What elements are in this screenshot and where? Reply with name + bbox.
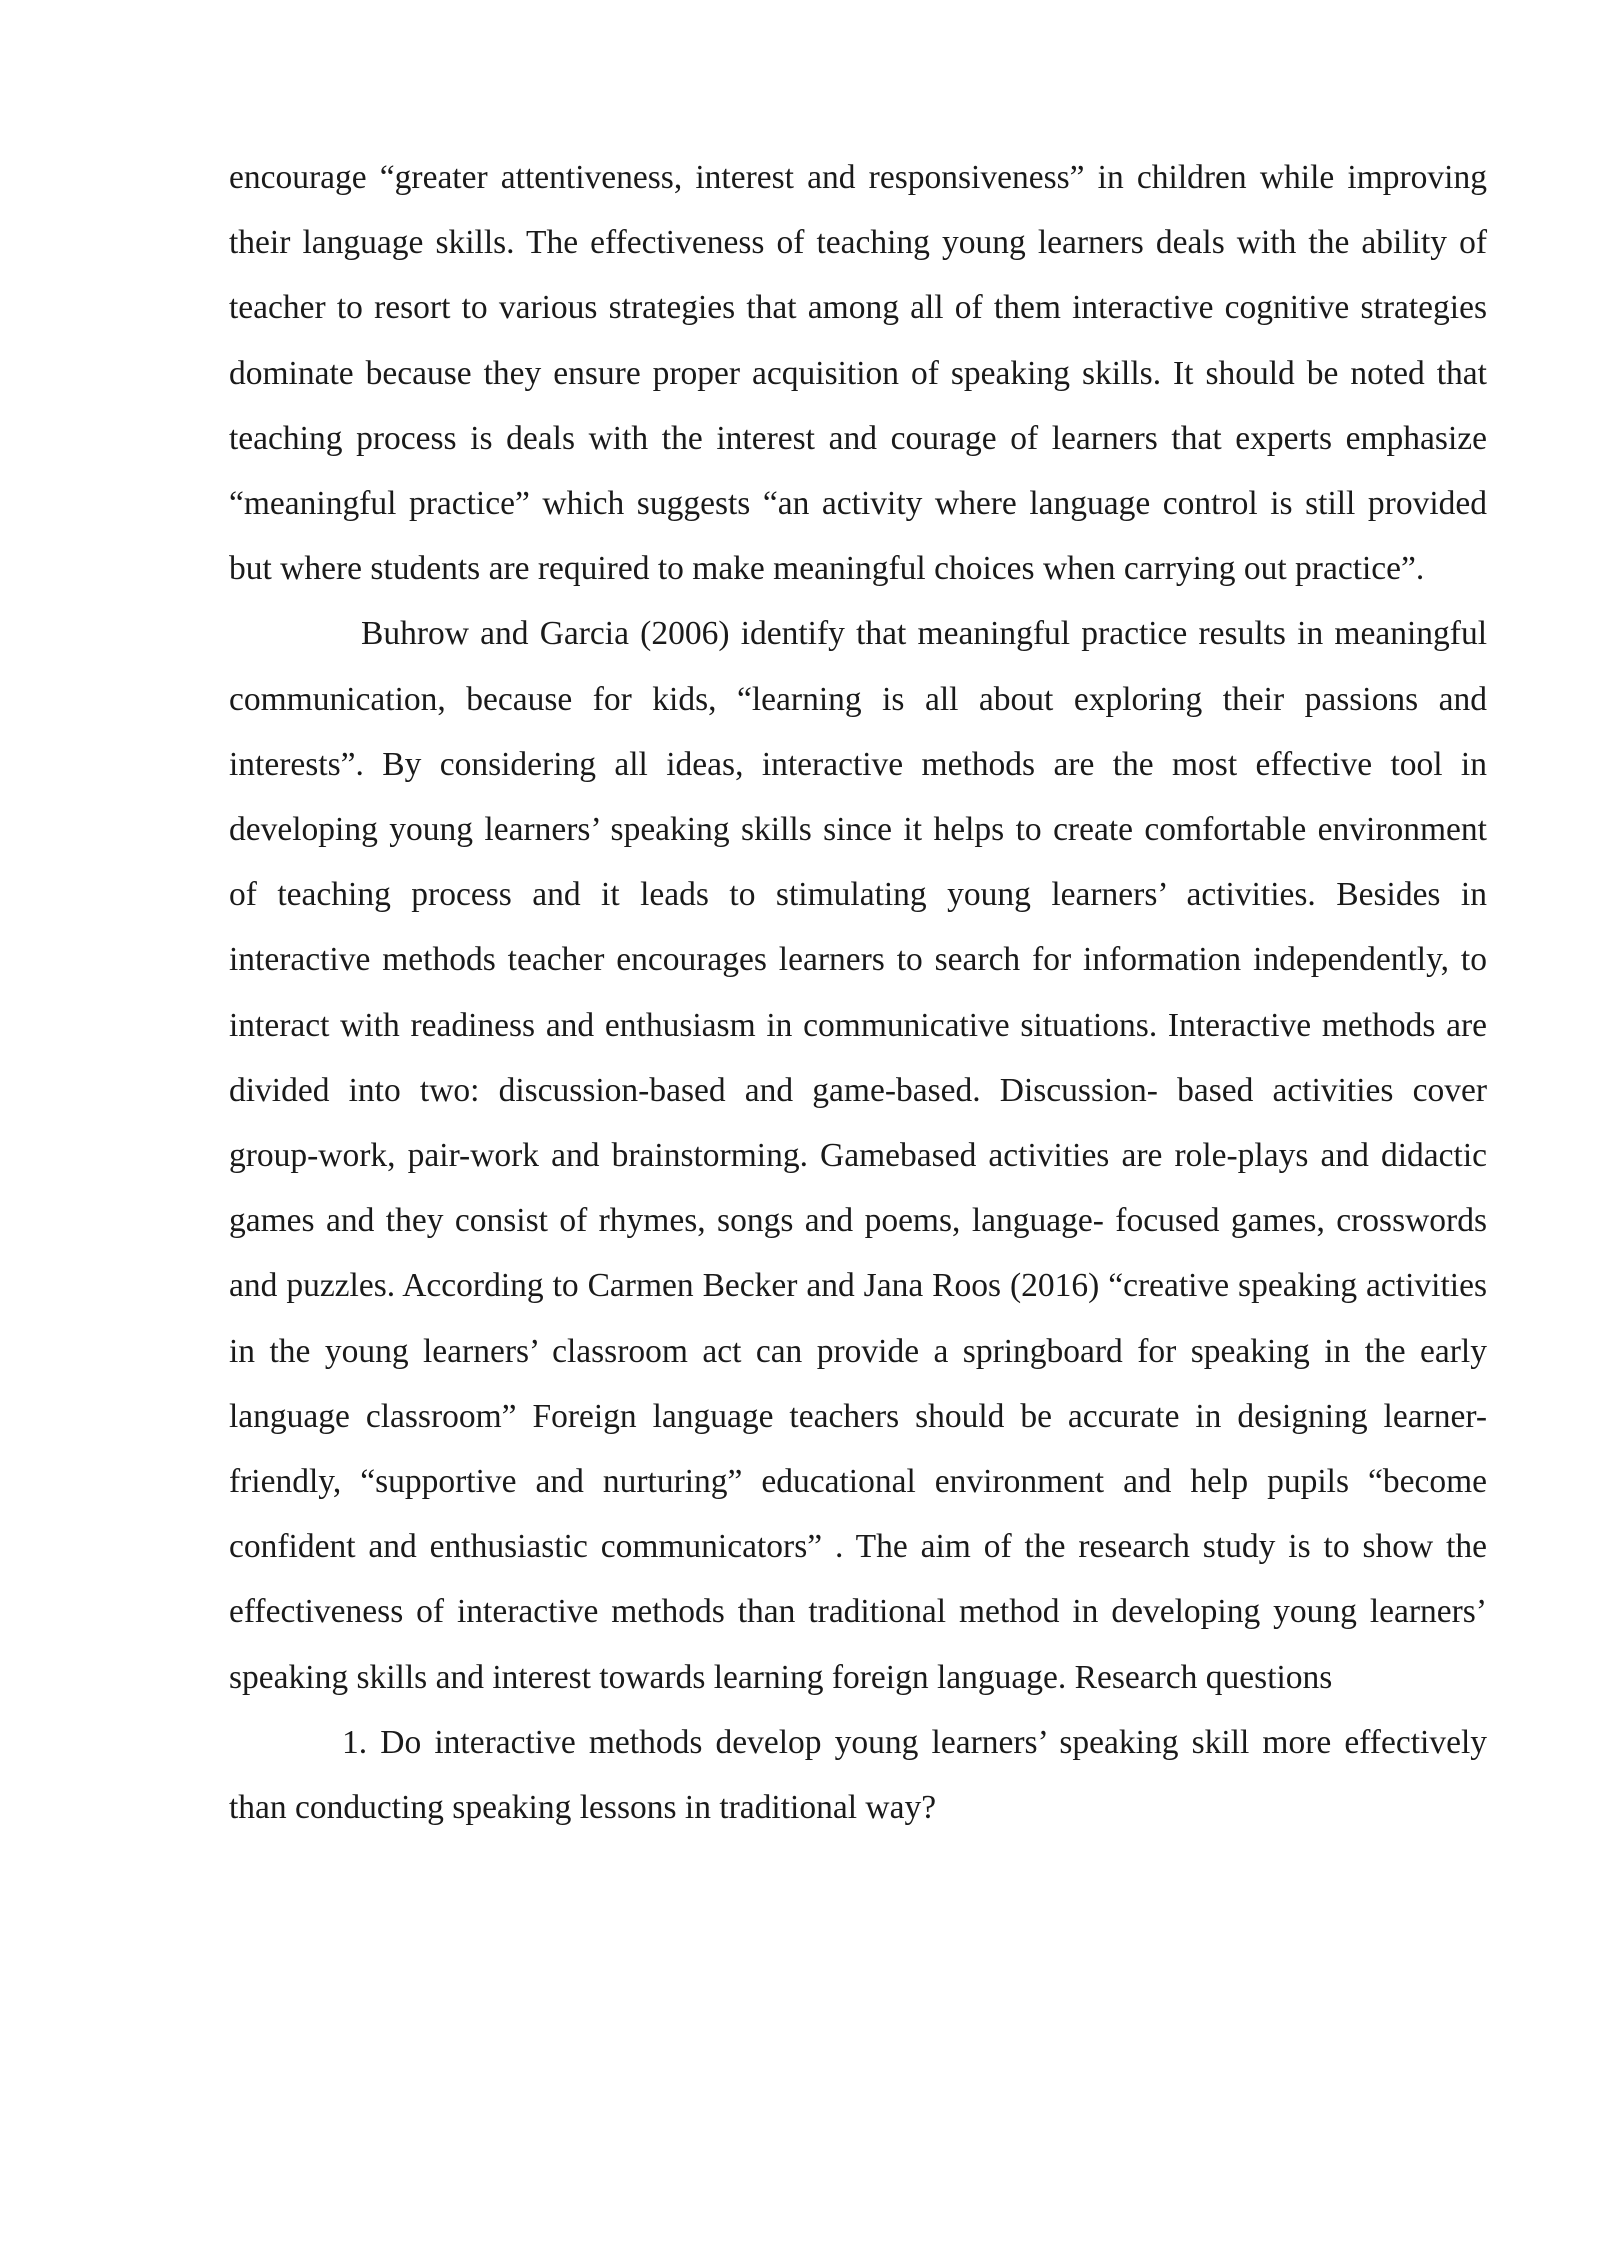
- body-text: [229, 145, 1487, 1840]
- paragraph-buhrow-garcia: Buhrow and Garcia (2006) identify that meaningful practice results in meaningful communication, because for kids, “learning is all about exploring their passions and interests”. By considering all ideas, interactive methods are the most effective tool in developing young learners’ speaking skills since it helps to create comfortable environment of teaching process and it leads to stimulating young learners’ activities. Besides in interactive methods teacher encourages learners to search for information independently, to interact with readiness and enthusiasm in communicative situations. Interactive methods are divided into two: discussion-based and game-based. Discussion- based activities cover group-work, pair-work and brainstorming. Gamebased activities are role-plays and didactic games and they consist of rhymes, songs and poems, language- focused games, crosswords and puzzles. According to Carmen Becker and Jana Roos (2016) “creative speaking activities in the young learners’ classroom act can provide a springboard for speaking in the early language classroom” Foreign language teachers should be accurate in designing learner-friendly, “supportive and nurturing” educational environment and help pupils “become confident and enthusiastic communicators” . The aim of the research study is to show the effectiveness of interactive methods than traditional method in developing young learners’ speaking skills and interest towards learning foreign language. Research questions: [229, 615, 1487, 1696]
- research-question-1: 1. Do interactive methods develop young learners’ speaking skill more effectively than conducting speaking lessons in traditional way?: [229, 1723, 1487, 1827]
- paragraph-continuation: encourage “greater attentiveness, interest and responsiveness” in children while improving their language skills. The effectiveness of teaching young learners deals with the ability of teacher to resort to various strategies that among all of them interactive cognitive strategies dominate because they ensure proper acquisition of speaking skills. It should be noted that teaching process is deals with the interest and courage of learners that experts emphasize “meaningful practice” which suggests “an activity where language control is still provided but where students are required to make meaningful choices when carrying out practice”.: [229, 159, 1487, 588]
